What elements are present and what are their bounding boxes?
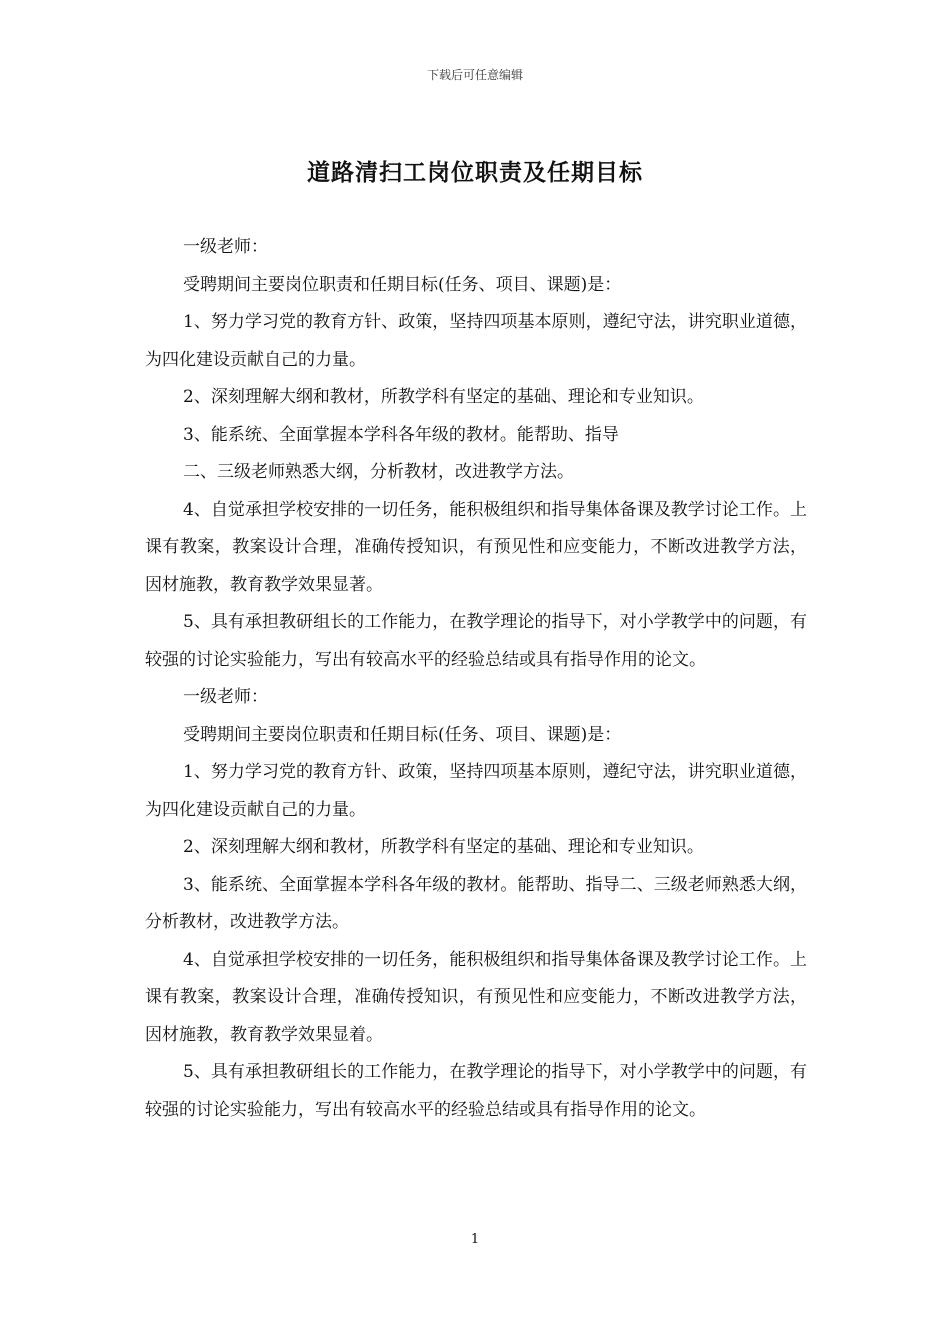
paragraph: 受聘期间主要岗位职责和任期目标(任务、项目、课题)是： xyxy=(183,724,622,745)
paragraph: 一级老师： xyxy=(183,687,268,707)
paragraph: 2、深刻理解大纲和教材，所教学科有坚定的基础、理论和专业知识。 xyxy=(183,837,704,857)
document-title: 道路清扫工岗位职责及任期目标 xyxy=(307,160,643,186)
paragraph: 二、三级老师熟悉大纲，分析教材，改进教学方法。 xyxy=(183,462,574,482)
paragraph: 一级老师： xyxy=(183,237,268,257)
page-number: 1 xyxy=(470,1232,480,1247)
paragraph: 1、努力学习党的教育方针、政策，坚持四项基本原则，遵纪守法，讲究职业道德，为四化建设贡献自己的力量。 xyxy=(145,312,807,370)
paragraph: 5、具有承担教研组长的工作能力，在教学理论的指导下，对小学教学中的问题，有较强的讨论实验能力，写出有较高水平的经验总结或具有指导作用的论文。 xyxy=(145,1062,807,1120)
paragraph: 4、自觉承担学校安排的一切任务，能积极组织和指导集体备课及教学讨论工作。上课有教案，教案设计合理，准确传授知识，有预见性和应变能力，不断改进教学方法，因材施教，教育教学效果显著。 xyxy=(145,499,807,595)
paragraph: 1、努力学习党的教育方针、政策，坚持四项基本原则，遵纪守法，讲究职业道德，为四化建设贡献自己的力量。 xyxy=(145,762,807,820)
document-body xyxy=(145,229,807,1129)
paragraph: 5、具有承担教研组长的工作能力，在教学理论的指导下，对小学教学中的问题，有较强的讨论实验能力，写出有较高水平的经验总结或具有指导作用的论文。 xyxy=(145,612,807,670)
paragraph: 4、自觉承担学校安排的一切任务，能积极组织和指导集体备课及教学讨论工作。上课有教案，教案设计合理，准确传授知识，有预见性和应变能力，不断改进教学方法，因材施教，教育教学效果显着。 xyxy=(145,949,807,1045)
paragraph: 受聘期间主要岗位职责和任期目标(任务、项目、课题)是： xyxy=(183,274,622,295)
paragraph: 3、能系统、全面掌握本学科各年级的教材。能帮助、指导 xyxy=(183,424,619,445)
paragraph: 3、能系统、全面掌握本学科各年级的教材。能帮助、指导二、三级老师熟悉大纲，分析教材，改进教学方法。 xyxy=(145,874,807,932)
paragraph: 2、深刻理解大纲和教材，所教学科有坚定的基础、理论和专业知识。 xyxy=(183,387,704,407)
header-note: 下载后可任意编辑 xyxy=(426,68,523,82)
